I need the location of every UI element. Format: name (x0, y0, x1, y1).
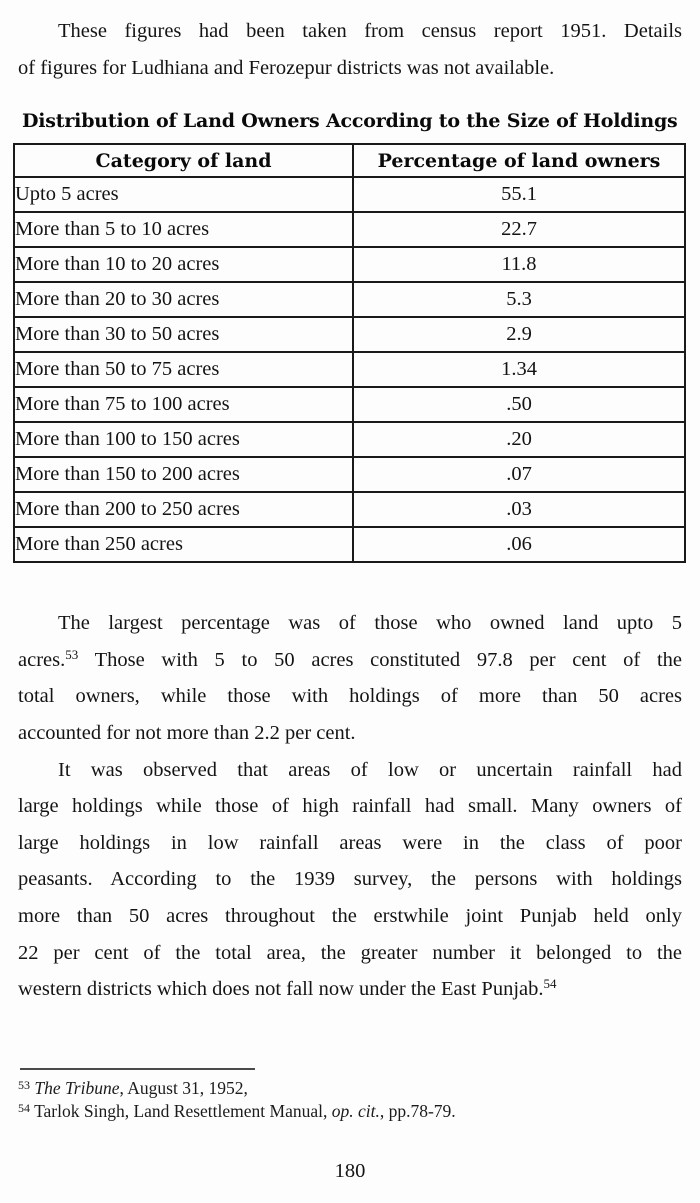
text-line: of figures for Ludhiana and Ferozepur districts was not available. (18, 56, 555, 79)
holdings-table (13, 143, 686, 563)
value-cell: .03 (353, 492, 685, 527)
footnote-text: , pp.78-79. (379, 1101, 456, 1121)
text-line: accounted for not more than 2.2 per cent. (18, 721, 356, 744)
value-cell: 1.34 (353, 352, 685, 387)
category-cell: More than 30 to 50 acres (14, 317, 353, 352)
value-cell: .20 (353, 422, 685, 457)
footnote-ref-53: 53 (65, 646, 79, 662)
category-cell: More than 75 to 100 acres (14, 387, 353, 422)
table-title: Distribution of Land Owners According to the Size of Holdings (22, 110, 678, 133)
value-cell: .06 (353, 527, 685, 562)
page-number: 180 (334, 1160, 366, 1182)
table-row (14, 457, 685, 492)
footnote-marker-54: 54 (18, 1101, 30, 1115)
table-row (14, 212, 685, 247)
text-line: large holdings while those of high rainfall had small. Many owners of (18, 795, 682, 818)
intro-paragraph (18, 13, 682, 86)
value-cell: 11.8 (353, 247, 685, 282)
table-row (14, 247, 685, 282)
footnote-54 (18, 1100, 456, 1123)
text-segment: western districts which does not fall now under the East Punjab. (18, 978, 544, 1001)
value-cell: .07 (353, 457, 685, 492)
footnote-text: Tarlok Singh, Land Resettlement Manual, (34, 1101, 332, 1121)
footnote-separator (20, 1068, 255, 1070)
table-row (14, 317, 685, 352)
table-header-row (14, 144, 685, 177)
column-header-category: Category of land (14, 144, 353, 177)
text-line: total owners, while those with holdings of more than 50 acres (18, 685, 682, 708)
value-cell: 2.9 (353, 317, 685, 352)
table-row (14, 422, 685, 457)
value-cell: .50 (353, 387, 685, 422)
text-segment: Those with 5 to 50 acres constituted 97.8 per cent of the (94, 648, 682, 671)
text-line: more than 50 acres throughout the erstwhile joint Punjab held only (18, 904, 682, 927)
text-line (18, 642, 682, 679)
value-cell: 55.1 (353, 177, 685, 212)
table-row (14, 387, 685, 422)
text-segment: acres. (18, 648, 66, 671)
footnote-marker-53: 53 (18, 1078, 30, 1092)
footnote-italic-title: op. cit. (331, 1101, 380, 1121)
column-header-percentage: Percentage of land owners (353, 144, 685, 177)
footnote-area (18, 1068, 456, 1123)
text-line (18, 971, 682, 1008)
text-line: 22 per cent of the total area, the greater number it belonged to the (18, 941, 682, 964)
analysis-paragraph-2 (18, 752, 682, 1008)
table-row (14, 527, 685, 562)
text-line: These figures had been taken from census report 1951. Details (58, 20, 682, 42)
text-line: peasants. According to the 1939 survey, the persons with holdings (18, 868, 682, 891)
category-cell: More than 5 to 10 acres (14, 212, 353, 247)
footnote-italic-title: The Tribune (34, 1078, 120, 1098)
text-line: large holdings in low rainfall areas were in the class of poor (18, 831, 682, 854)
footnote-text: , August 31, 1952, (119, 1078, 248, 1098)
category-cell: More than 100 to 150 acres (14, 422, 353, 457)
table-row (14, 177, 685, 212)
text-line: It was observed that areas of low or uncertain rainfall had (58, 758, 682, 781)
value-cell: 22.7 (353, 212, 685, 247)
table-row (14, 352, 685, 387)
analysis-paragraph-1 (18, 605, 682, 751)
text-line: The largest percentage was of those who owned land upto 5 (58, 612, 682, 635)
category-cell: More than 150 to 200 acres (14, 457, 353, 492)
value-cell: 5.3 (353, 282, 685, 317)
category-cell: More than 250 acres (14, 527, 353, 562)
footnote-ref-54: 54 (543, 976, 557, 992)
footnote-53 (18, 1077, 456, 1100)
category-cell: More than 10 to 20 acres (14, 247, 353, 282)
category-cell: More than 200 to 250 acres (14, 492, 353, 527)
category-cell: Upto 5 acres (14, 177, 353, 212)
table-row (14, 282, 685, 317)
category-cell: More than 50 to 75 acres (14, 352, 353, 387)
category-cell: More than 20 to 30 acres (14, 282, 353, 317)
table-row (14, 492, 685, 527)
